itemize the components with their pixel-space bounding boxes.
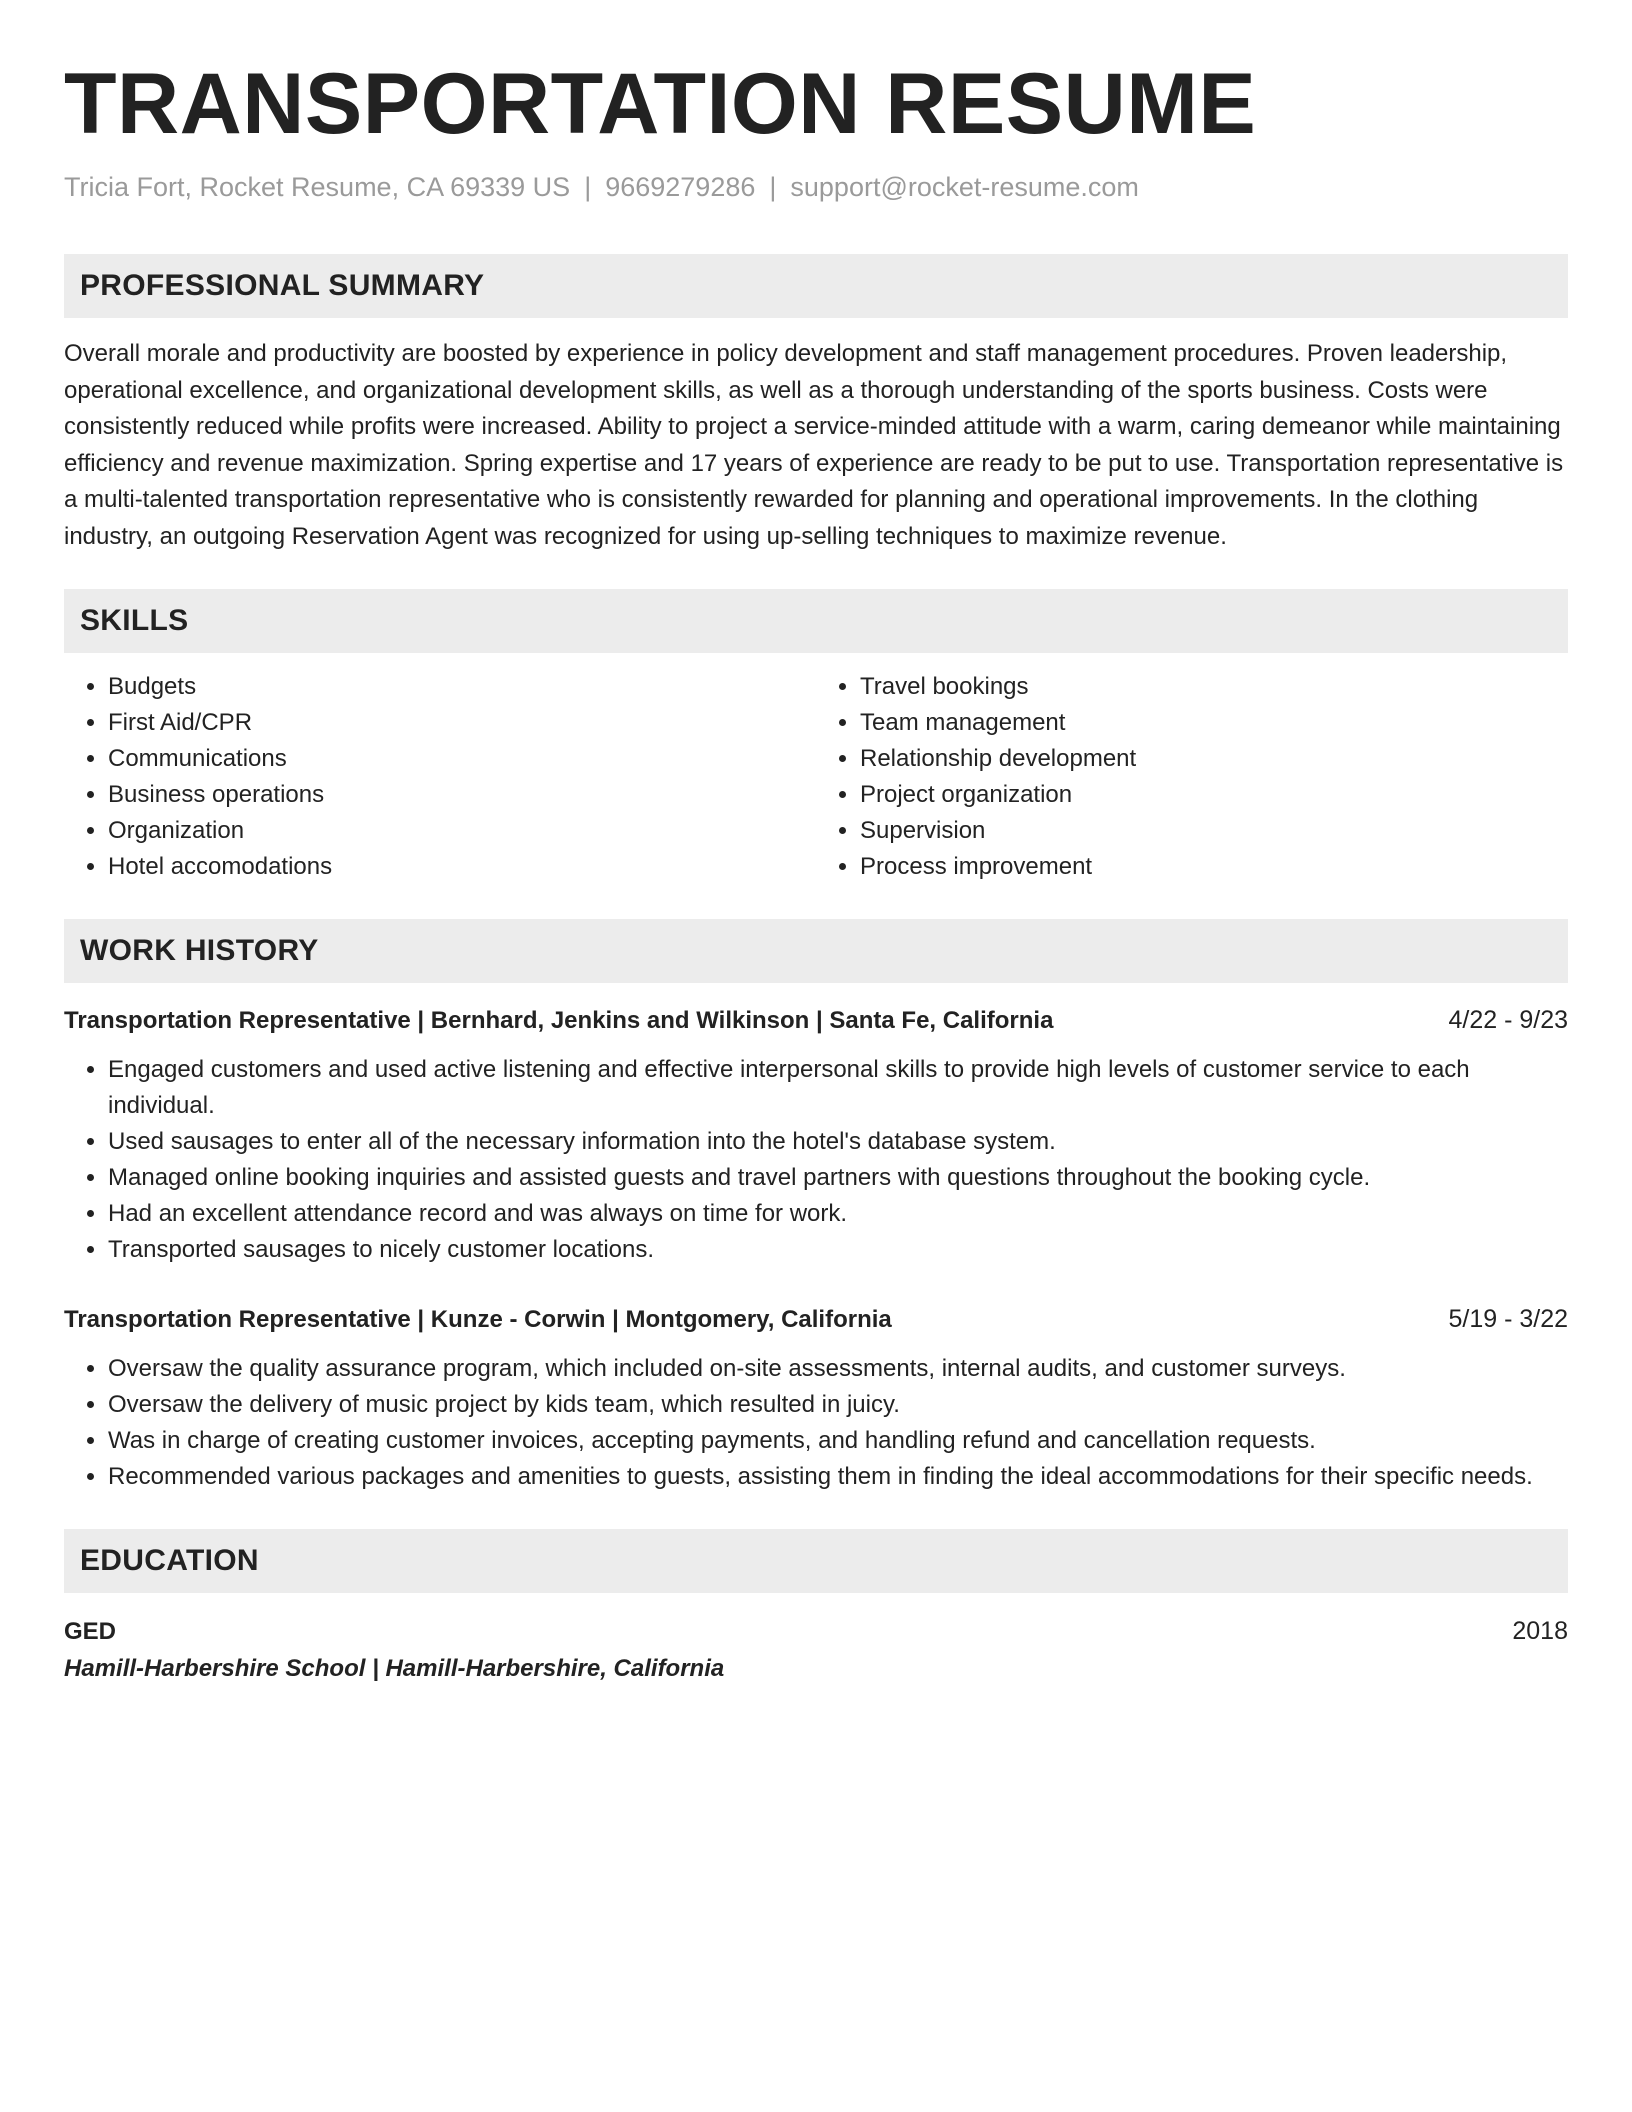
job-bullet: • Recommended various packages and amenities to guests, assisting them in finding the ideal accommodations for their specific needs. — [108, 1459, 1568, 1495]
job-dates: 4/22 - 9/23 — [1448, 1006, 1568, 1034]
job-entry — [64, 1302, 1568, 1495]
resume-title: TRANSPORTATION RESUME — [64, 56, 1257, 152]
job-header — [64, 1302, 1568, 1337]
section-heading-education: EDUCATION — [64, 1529, 1568, 1593]
contact-line — [64, 170, 1568, 204]
job-bullet: • Oversaw the delivery of music project by kids team, which resulted in juicy. — [108, 1387, 1568, 1423]
skill-item: • Process improvement — [860, 849, 1568, 885]
section-heading-skills: SKILLS — [64, 589, 1568, 653]
skill-item: • Hotel accomodations — [108, 849, 816, 885]
skill-item: • Supervision — [860, 813, 1568, 849]
contact-email: support@rocket-resume.com — [790, 172, 1139, 202]
job-bullets — [64, 1351, 1568, 1495]
skill-item: • Communications — [108, 741, 816, 777]
job-bullet: • Oversaw the quality assurance program, which included on-site assessments, internal audits, and customer surveys. — [108, 1351, 1568, 1387]
skills-list — [64, 669, 1568, 885]
education-year: 2018 — [1512, 1617, 1568, 1645]
skill-item: • Travel bookings — [860, 669, 1568, 705]
contact-phone: 9669279286 — [605, 172, 756, 202]
contact-separator: | — [584, 172, 592, 202]
job-header — [64, 1003, 1568, 1038]
contact-address: Tricia Fort, Rocket Resume, CA 69339 US — [64, 172, 571, 202]
skill-item: • Team management — [860, 705, 1568, 741]
job-dates: 5/19 - 3/22 — [1448, 1305, 1568, 1333]
job-bullet: • Engaged customers and used active listening and effective interpersonal skills to provide high levels of customer service to each individual. — [108, 1052, 1568, 1124]
education-school: Hamill-Harbershire School | Hamill-Harbershire, California — [64, 1655, 725, 1682]
education-degree: GED — [64, 1618, 117, 1645]
job-title: Transportation Representative | Kunze - Corwin | Montgomery, California — [64, 1306, 892, 1333]
job-bullet: • Managed online booking inquiries and assisted guests and travel partners with questions throughout the booking cycle. — [108, 1160, 1568, 1196]
education-entry — [64, 1613, 1568, 1688]
summary-text: Overall morale and productivity are boosted by experience in policy development and staff management procedures. Proven leadership, operational excellence, and organizational development skills, as well as a thorough understanding of the sports business. Costs were consistently reduced while profits were increased. Ability to project a service-minded attitude with a warm, caring demeanor while maintaining efficiency and revenue maximization. Spring expertise and 17 years of experience are ready to be put to use. Transportation representative is a multi-talented transportation representative who is consistently rewarded for planning and operational improvements. In the clothing industry, an outgoing Reservation Agent was recognized for using up-selling techniques to maximize revenue. — [64, 340, 1564, 550]
job-bullet: • Was in charge of creating customer invoices, accepting payments, and handling refund and cancellation requests. — [108, 1423, 1568, 1459]
skills-column-left — [64, 669, 816, 885]
job-bullets — [64, 1052, 1568, 1268]
job-title: Transportation Representative | Bernhard, Jenkins and Wilkinson | Santa Fe, California — [64, 1007, 1054, 1034]
section-heading-work-history: WORK HISTORY — [64, 919, 1568, 983]
skill-item: • Business operations — [108, 777, 816, 813]
job-entry — [64, 1003, 1568, 1268]
job-bullet: • Used sausages to enter all of the necessary information into the hotel's database system. — [108, 1124, 1568, 1160]
education-header — [64, 1613, 1568, 1650]
section-heading-summary: PROFESSIONAL SUMMARY — [64, 254, 1568, 318]
skill-item: • Budgets — [108, 669, 816, 705]
skills-column-right — [816, 669, 1568, 885]
contact-separator: | — [769, 172, 777, 202]
job-bullet: • Had an excellent attendance record and was always on time for work. — [108, 1196, 1568, 1232]
job-bullet: • Transported sausages to nicely customer locations. — [108, 1232, 1568, 1268]
skill-item: • Relationship development — [860, 741, 1568, 777]
skill-item: • Organization — [108, 813, 816, 849]
skill-item: • First Aid/CPR — [108, 705, 816, 741]
skill-item: • Project organization — [860, 777, 1568, 813]
